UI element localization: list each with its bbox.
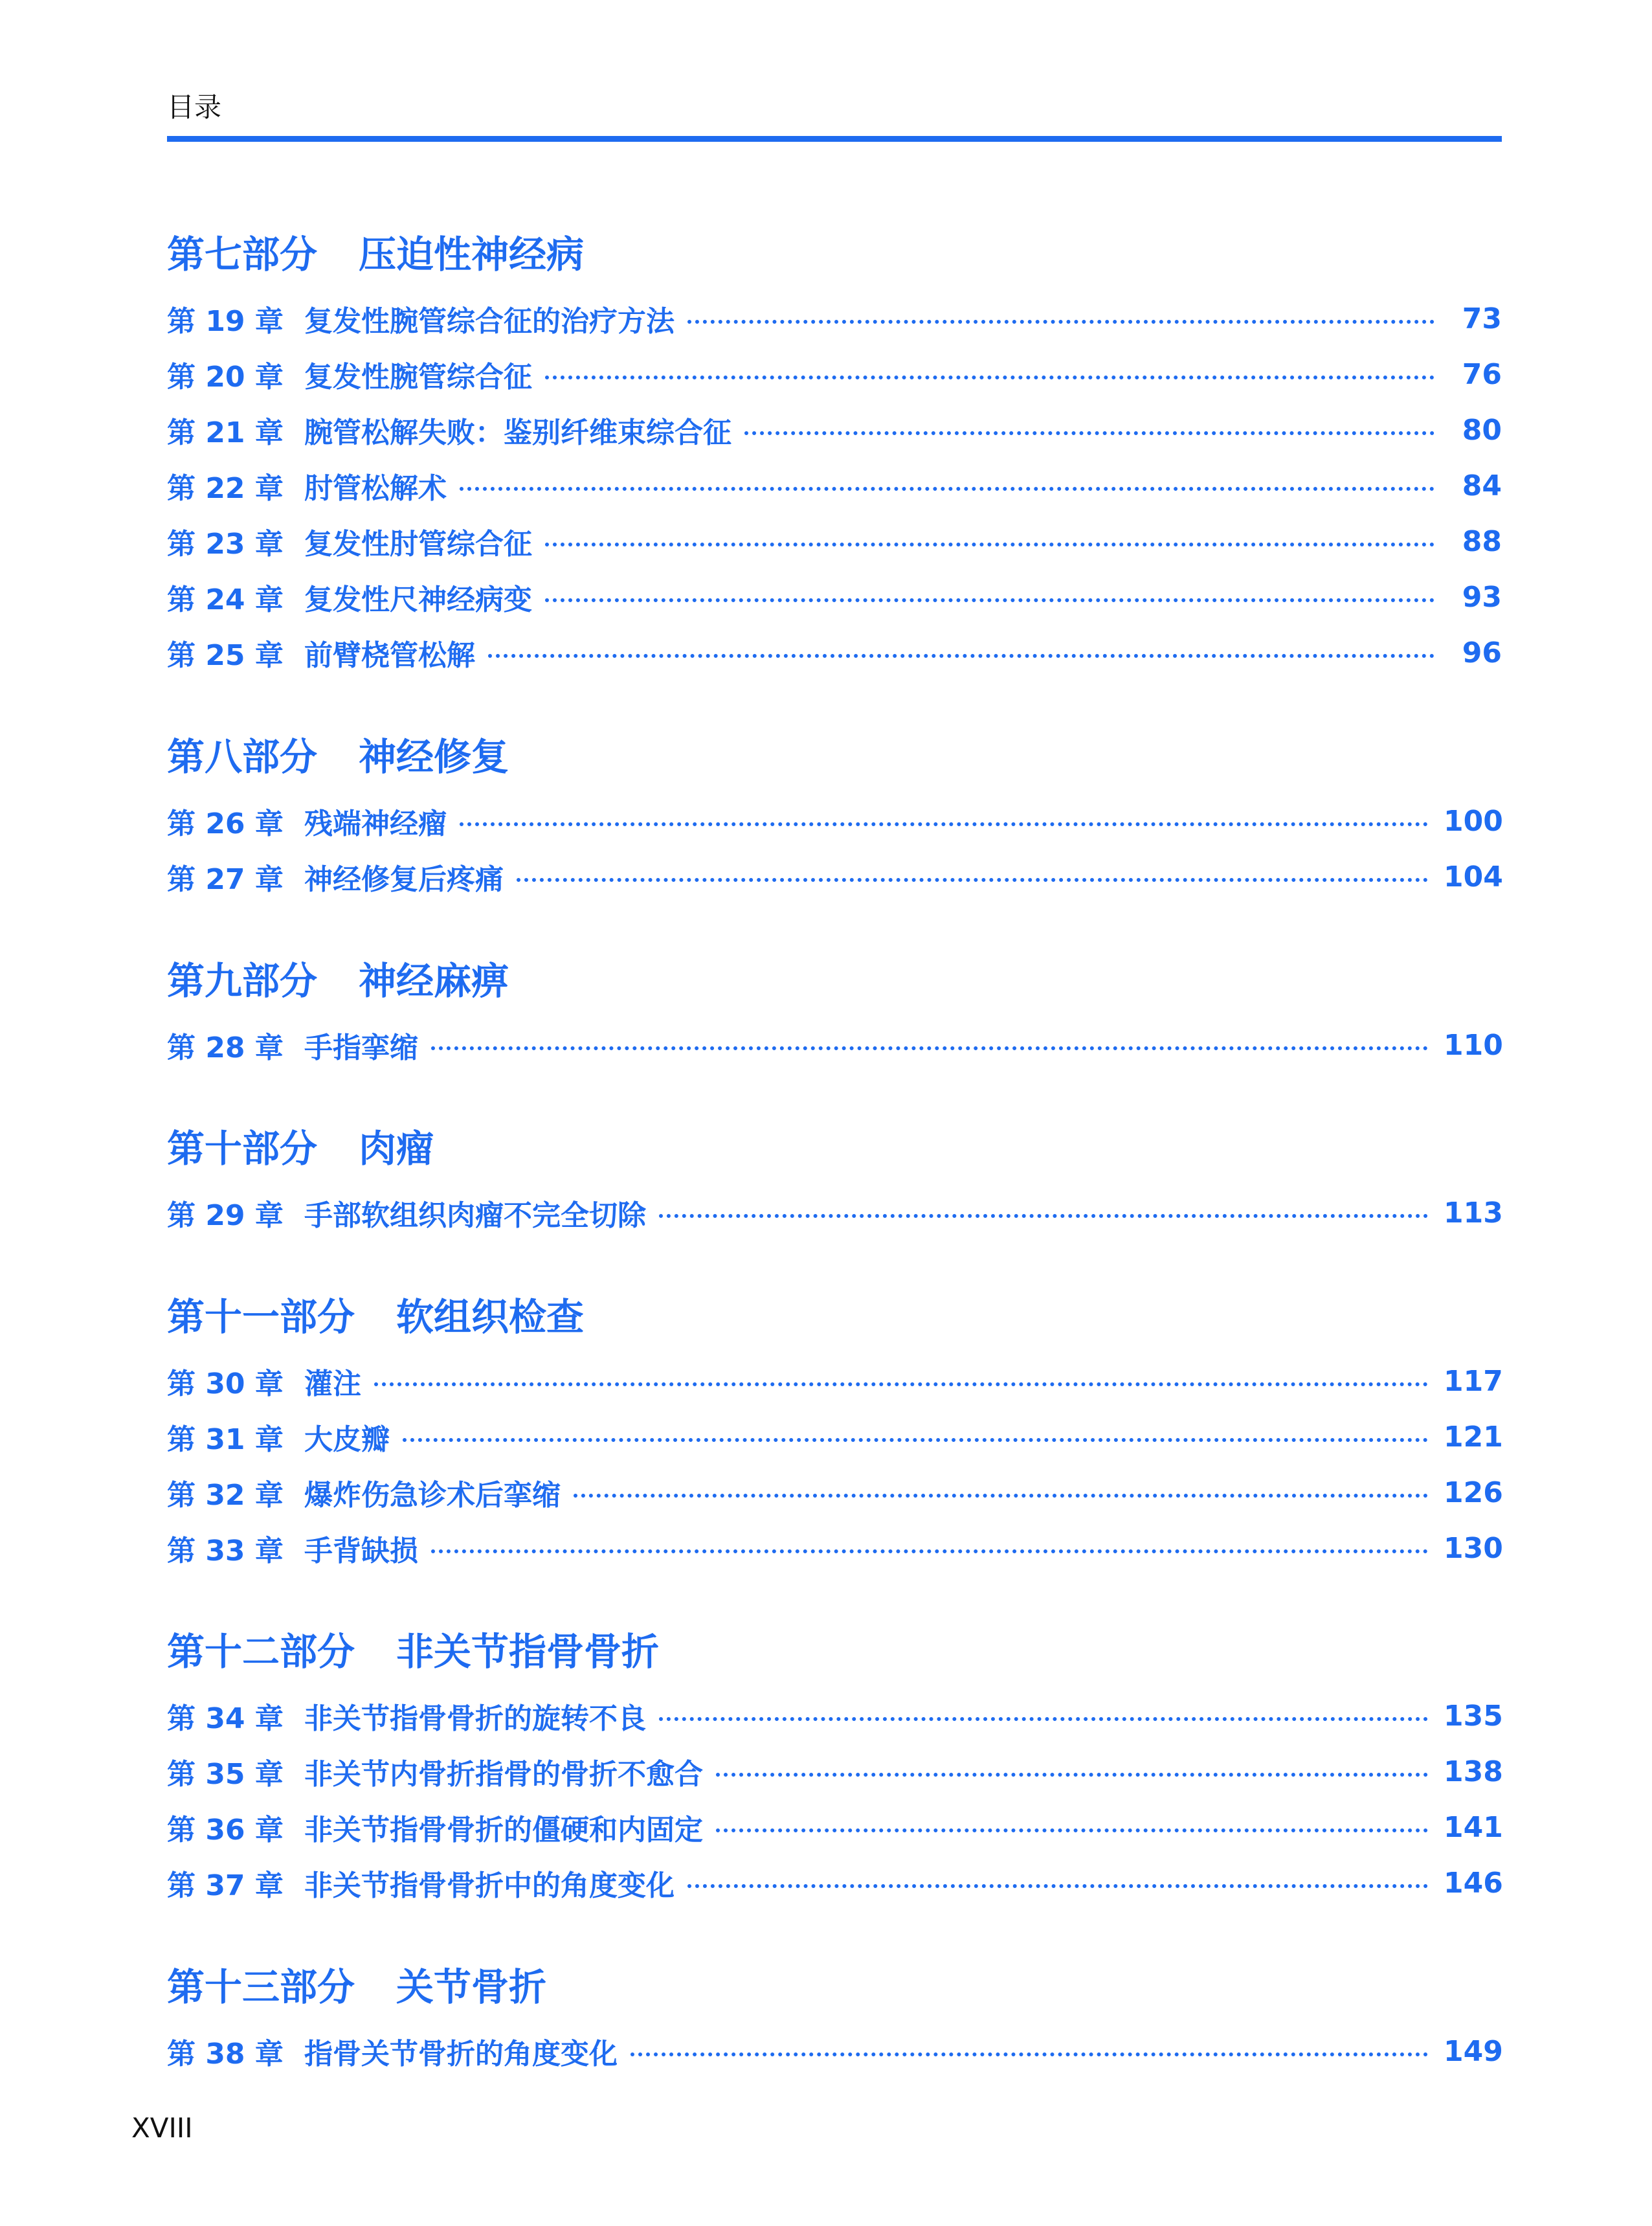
page-number: 130 xyxy=(1444,1531,1503,1565)
page-number: 96 xyxy=(1462,636,1502,669)
part-label: 第九部分 xyxy=(167,959,318,1003)
toc-entry[interactable] xyxy=(167,523,1502,559)
dot-leader xyxy=(517,878,1428,882)
page-number: 141 xyxy=(1444,1810,1503,1844)
chapter-number: 第 32 章 xyxy=(167,1479,284,1512)
toc-entry[interactable] xyxy=(167,1363,1502,1399)
page-number: 93 xyxy=(1462,580,1502,614)
page-number: 146 xyxy=(1444,1866,1503,1900)
chapter-title: 复发性腕管综合征的治疗方法 xyxy=(304,305,675,338)
dot-leader xyxy=(545,376,1434,379)
dot-leader xyxy=(403,1438,1428,1442)
chapter-title: 手部软组织肉瘤不完全切除 xyxy=(304,1199,646,1232)
part-heading xyxy=(167,1127,1502,1171)
page-folio: XVIII xyxy=(131,2112,193,2144)
chapter-number: 第 27 章 xyxy=(167,863,284,896)
page-number: 76 xyxy=(1462,357,1502,391)
chapter-number: 第 21 章 xyxy=(167,416,284,449)
dot-leader xyxy=(545,598,1434,602)
chapter-title: 复发性腕管综合征 xyxy=(304,361,532,394)
dot-leader xyxy=(545,543,1434,546)
part-heading xyxy=(167,1965,1502,2009)
chapter-title: 非关节指骨骨折中的角度变化 xyxy=(304,1869,675,1902)
part-label: 第七部分 xyxy=(167,232,318,276)
chapter-title: 手背缺损 xyxy=(304,1535,418,1568)
chapter-number: 第 34 章 xyxy=(167,1702,284,1735)
chapter-number: 第 20 章 xyxy=(167,361,284,394)
part-title: 软组织检查 xyxy=(396,1295,585,1339)
chapter-number: 第 36 章 xyxy=(167,1814,284,1847)
chapter-title: 大皮瓣 xyxy=(304,1423,390,1456)
page-number: 121 xyxy=(1444,1420,1503,1454)
toc-entry[interactable] xyxy=(167,1809,1502,1845)
dot-leader xyxy=(687,1884,1428,1888)
part-title: 神经麻痹 xyxy=(359,959,509,1003)
dot-leader xyxy=(716,1828,1428,1832)
chapter-number: 第 35 章 xyxy=(167,1758,284,1791)
running-header-title: 目录 xyxy=(167,91,222,123)
chapter-number: 第 22 章 xyxy=(167,472,284,505)
page-number: 135 xyxy=(1444,1699,1503,1733)
chapter-title: 前臂桡管松解 xyxy=(304,639,475,672)
dot-leader xyxy=(374,1382,1428,1386)
chapter-number: 第 37 章 xyxy=(167,1869,284,1902)
toc-entry[interactable] xyxy=(167,635,1502,671)
part-label: 第十一部分 xyxy=(167,1295,355,1339)
part-title: 关节骨折 xyxy=(396,1965,547,2009)
header-rule xyxy=(167,136,1502,142)
part-label: 第八部分 xyxy=(167,735,318,779)
part-heading xyxy=(167,1295,1502,1339)
dot-leader xyxy=(460,487,1434,491)
dot-leader xyxy=(659,1214,1428,1218)
toc-entry[interactable] xyxy=(167,1474,1502,1511)
toc-entry[interactable] xyxy=(167,1195,1502,1231)
chapter-title: 手指挛缩 xyxy=(304,1031,418,1064)
chapter-title: 非关节指骨骨折的僵硬和内固定 xyxy=(304,1814,703,1847)
chapter-title: 非关节内骨折指骨的骨折不愈合 xyxy=(304,1758,703,1791)
dot-leader xyxy=(744,431,1434,435)
chapter-title: 腕管松解失败：鉴别纤维束综合征 xyxy=(304,416,731,449)
part-label: 第十部分 xyxy=(167,1127,318,1171)
chapter-number: 第 31 章 xyxy=(167,1423,284,1456)
part-title: 神经修复 xyxy=(359,735,509,779)
page-number: 126 xyxy=(1444,1476,1503,1509)
part-title: 非关节指骨骨折 xyxy=(396,1630,660,1674)
toc-entry[interactable] xyxy=(167,579,1502,615)
page-number: 113 xyxy=(1444,1196,1503,1230)
page-number: 100 xyxy=(1444,804,1503,838)
toc-entry[interactable] xyxy=(167,803,1502,839)
part-title: 压迫性神经病 xyxy=(359,232,585,276)
chapter-number: 第 29 章 xyxy=(167,1199,284,1232)
page-number: 138 xyxy=(1444,1755,1503,1788)
page-number: 104 xyxy=(1444,860,1503,894)
page-number: 84 xyxy=(1462,469,1502,502)
page-number: 110 xyxy=(1444,1028,1503,1062)
chapter-number: 第 30 章 xyxy=(167,1367,284,1400)
dot-leader xyxy=(687,320,1434,324)
part-heading xyxy=(167,735,1502,779)
toc-entry[interactable] xyxy=(167,356,1502,392)
part-heading xyxy=(167,959,1502,1003)
chapter-title: 残端神经瘤 xyxy=(304,807,447,840)
dot-leader xyxy=(460,822,1428,826)
toc-entry[interactable] xyxy=(167,300,1502,337)
chapter-title: 复发性肘管综合征 xyxy=(304,528,532,561)
chapter-number: 第 25 章 xyxy=(167,639,284,672)
page-number: 149 xyxy=(1444,2034,1503,2068)
part-heading xyxy=(167,232,1502,276)
chapter-title: 复发性尺神经病变 xyxy=(304,583,532,616)
toc-entry[interactable] xyxy=(167,1027,1502,1063)
part-heading xyxy=(167,1630,1502,1674)
dot-leader xyxy=(574,1494,1428,1498)
chapter-title: 非关节指骨骨折的旋转不良 xyxy=(304,1702,646,1735)
dot-leader xyxy=(631,2052,1428,2056)
part-label: 第十三部分 xyxy=(167,1965,355,2009)
chapter-title: 肘管松解术 xyxy=(304,472,447,505)
toc-entry[interactable] xyxy=(167,1865,1502,1901)
chapter-number: 第 19 章 xyxy=(167,305,284,338)
toc-entry[interactable] xyxy=(167,859,1502,895)
dot-leader xyxy=(431,1549,1428,1553)
page-number: 88 xyxy=(1462,524,1502,558)
chapter-number: 第 38 章 xyxy=(167,2038,284,2071)
page-number: 117 xyxy=(1444,1364,1503,1398)
page-number: 80 xyxy=(1462,413,1502,447)
part-title: 肉瘤 xyxy=(359,1127,434,1171)
chapter-title: 指骨关节骨折的角度变化 xyxy=(304,2038,618,2071)
chapter-number: 第 28 章 xyxy=(167,1031,284,1064)
toc-entry[interactable] xyxy=(167,1753,1502,1790)
toc-entry[interactable] xyxy=(167,412,1502,448)
part-label: 第十二部分 xyxy=(167,1630,355,1674)
toc-entry[interactable] xyxy=(167,467,1502,504)
toc-entry[interactable] xyxy=(167,2033,1502,2069)
dot-leader xyxy=(659,1717,1428,1721)
toc-entry[interactable] xyxy=(167,1419,1502,1455)
toc-entry[interactable] xyxy=(167,1698,1502,1734)
chapter-title: 爆炸伤急诊术后挛缩 xyxy=(304,1479,561,1512)
toc-entry[interactable] xyxy=(167,1530,1502,1566)
chapter-number: 第 23 章 xyxy=(167,528,284,561)
chapter-number: 第 26 章 xyxy=(167,807,284,840)
chapter-title: 神经修复后疼痛 xyxy=(304,863,504,896)
chapter-number: 第 33 章 xyxy=(167,1535,284,1568)
page-number: 73 xyxy=(1462,302,1502,335)
chapter-number: 第 24 章 xyxy=(167,583,284,616)
dot-leader xyxy=(431,1046,1428,1050)
chapter-title: 灌注 xyxy=(304,1367,361,1400)
dot-leader xyxy=(488,654,1434,658)
dot-leader xyxy=(716,1773,1428,1777)
